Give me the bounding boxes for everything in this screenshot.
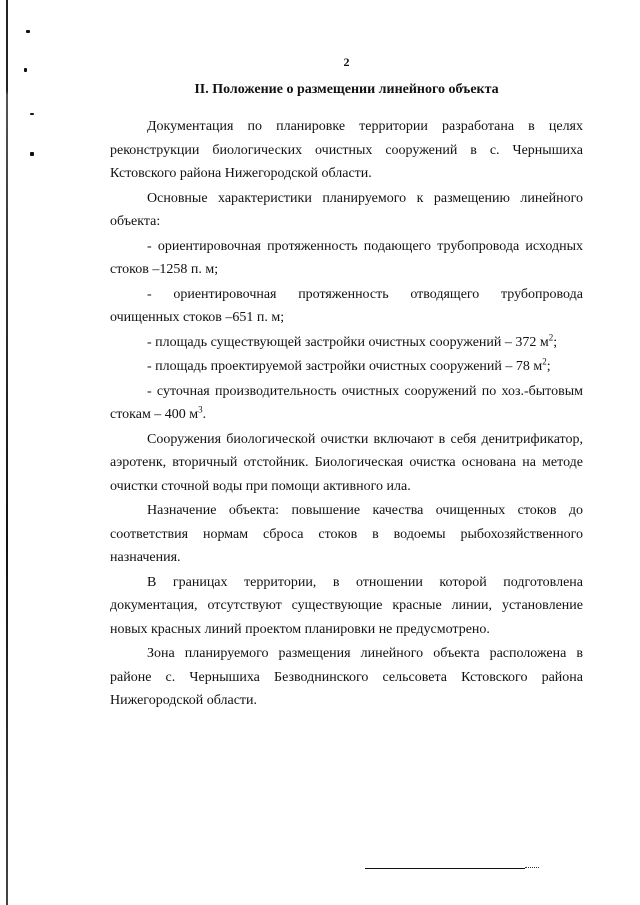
paragraph-location: Зона планируемого размещения линейного объекта расположена в районе с. Чернышиха Безводнинского сельсовета Кстовского района Нижегородской области. (110, 646, 583, 708)
document-body (110, 115, 583, 714)
scan-edge (6, 0, 8, 905)
list-item-discharge-pipeline: - ориентировочная протяженность отводящего трубопровода очищенных стоков –651 п. м; (110, 286, 583, 325)
list-item-supply-pipeline: - ориентировочная протяженность подающего трубопровода исходных стоков –1258 п. м; (110, 238, 583, 277)
scan-speck (30, 152, 34, 156)
punctuation: . (202, 407, 207, 422)
list-item-existing-area (110, 331, 583, 355)
paragraph-red-lines: В границах территории, в отношении которой подготовлена документация, отсутствуют существующие красные линии, установление новых красных линий проектом планировки не предусмотрено. (110, 574, 583, 637)
scan-speck (30, 113, 34, 115)
scan-speck (26, 30, 30, 33)
paragraph-treatment-description: Сооружения биологической очистки включают в себя денитрификатор, аэротенк, вторичный отстойник. Биологическая очистка основана на методе очистки сточной воды при помощи активного ила. (110, 431, 583, 494)
existing-area-text: - площадь существующей застройки очистных сооружений – 372 м (147, 334, 549, 350)
projected-area-text: - площадь проектируемой застройки очистных сооружений – 78 м (147, 359, 543, 374)
paragraph-object-purpose: Назначение объекта: повышение качества очищенных стоков до соответствия нормам сброса стоков в водоемы рыбохозяйственного назначения. (110, 503, 583, 565)
page-number: 2 (343, 55, 350, 69)
punctuation: ; (553, 334, 558, 350)
signature-line-dots (525, 867, 539, 870)
list-item-capacity (110, 380, 583, 427)
paragraph-characteristics-intro: Основные характеристики планируемого к размещению линейного объекта: (110, 190, 583, 229)
capacity-text: - суточная производительность очистных сооружений по хоз.-бытовым стокам – 400 м (110, 383, 583, 422)
paragraph-purpose: Документация по планировке территории разработана в целях реконструкции биологических очистных сооружений в с. Чернышиха Кстовского района Нижегородской области. (110, 119, 583, 181)
section-title: II. Положение о размещении линейного объекта (194, 82, 499, 97)
signature-line (365, 868, 525, 869)
superscript-square: 2 (548, 331, 554, 342)
superscript-cubic: 3 (198, 404, 203, 415)
punctuation: ; (546, 359, 551, 374)
list-item-projected-area (110, 355, 583, 379)
superscript-square: 2 (542, 356, 547, 367)
